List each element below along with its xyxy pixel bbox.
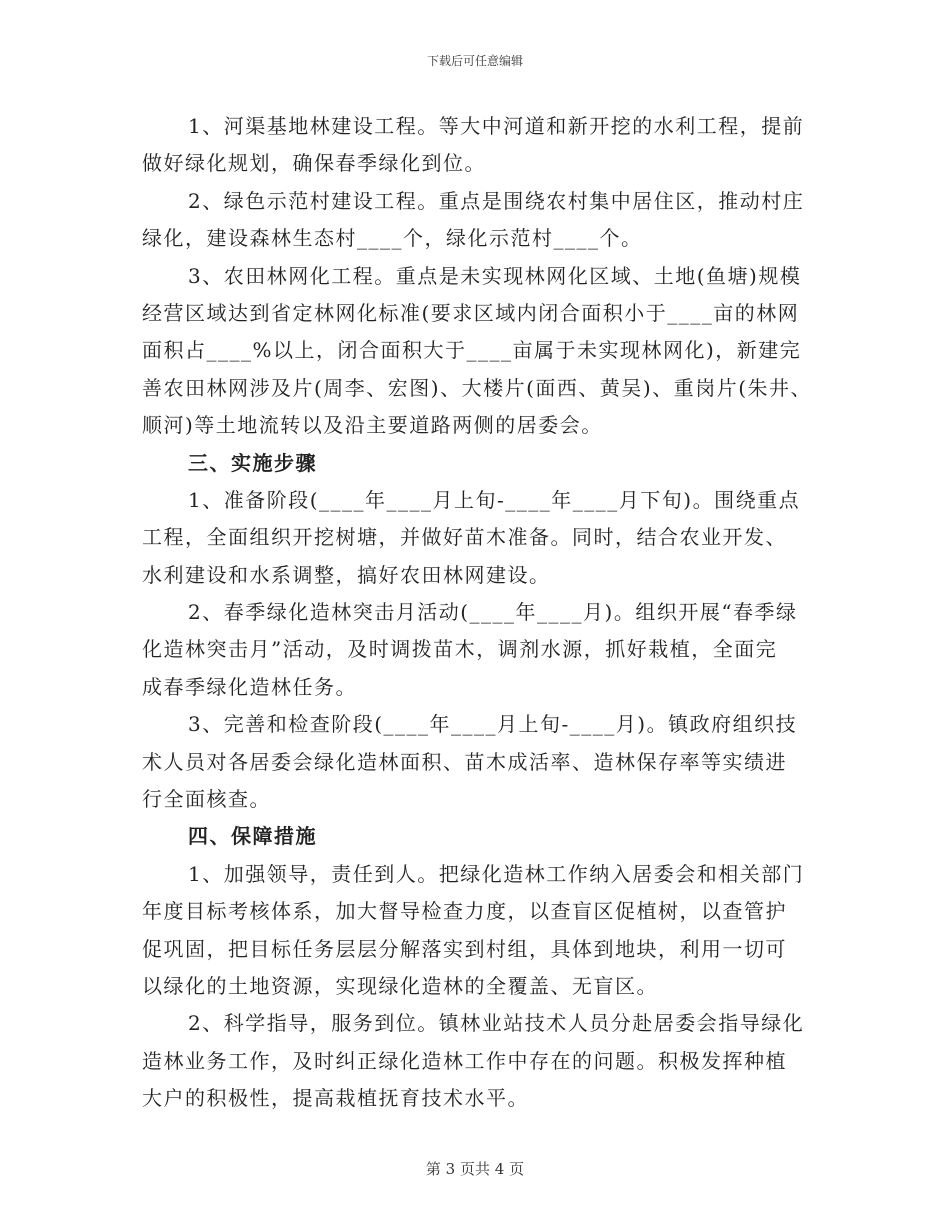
paragraph-line: 3、完善和检查阶段(____年____月上旬-____月)。镇政府组织技 [188,712,798,737]
section-heading: 三、实施步骤 [188,450,317,475]
paragraph-line: 造林业务工作，及时纠正绿化造林工作中存在的问题。积极发挥种植 [142,1048,787,1073]
paragraph-line: 3、农田林网化工程。重点是未实现林网化区域、土地(鱼塘)规模 [188,263,802,288]
paragraph-line: 1、加强领导，责任到人。把绿化造林工作纳入居委会和相关部门 [188,861,805,886]
paragraph-line: 顺河)等土地流转以及沿主要道路两侧的居委会。 [142,413,603,438]
paragraph-line: 促巩固，把目标任务层层分解落实到村组，具体到地块，利用一切可 [142,936,787,961]
section-heading: 四、保障措施 [188,824,317,849]
paragraph-line: 1、准备阶段(____年____月上旬-____年____月下旬)。围绕重点 [188,487,801,512]
paragraph-line: 绿化，建设森林生态村____个，绿化示范村____个。 [142,226,643,251]
page-footer: 第 3 页共 4 页 [425,1160,525,1178]
paragraph-line: 以绿化的土地资源，实现绿化造林的全覆盖、无盲区。 [142,973,658,998]
page-header: 下载后可任意编辑 [426,54,523,68]
paragraph-line: 工程，全面组织开挖树塘，并做好苗木准备。同时，结合农业开发、 [142,525,787,550]
paragraph-line: 水利建设和水系调整，搞好农田林网建设。 [142,562,551,587]
paragraph-line: 成春季绿化造林任务。 [142,674,357,699]
paragraph-line: 经营区域达到省定林网化标准(要求区域内闭合面积小于____亩的林网 [142,300,800,325]
paragraph-line: 面积占____%以上，闭合面积大于____亩属于未实现林网化)，新建完 [142,338,802,363]
paragraph-line: 年度目标考核体系，加大督导检查力度，以查盲区促植树，以查管护 [142,899,787,924]
paragraph-line: 术人员对各居委会绿化造林面积、苗木成活率、造林保存率等实绩进 [142,749,787,774]
paragraph-line: 化造林突击月”活动，及时调拨苗木，调剂水源，抓好栽植，全面完 [142,637,778,662]
paragraph-line: 2、科学指导，服务到位。镇林业站技术人员分赴居委会指导绿化 [188,1011,805,1036]
paragraph-line: 行全面核查。 [142,787,271,812]
paragraph-line: 2、春季绿化造林突击月活动(____年____月)。组织开展“春季绿 [188,600,798,625]
paragraph-line: 善农田林网涉及片(周李、宏图)、大楼片(面西、黄吴)、重岗片(朱井、 [142,375,813,400]
paragraph-line: 2、绿色示范村建设工程。重点是围绕农村集中居住区，推动村庄 [188,188,805,213]
document-body [142,108,817,1118]
paragraph-line: 1、河渠基地林建设工程。等大中河道和新开挖的水利工程，提前 [188,114,805,138]
paragraph-line: 大户的积极性，提高栽植抚育技术水平。 [142,1086,529,1111]
paragraph-line: 做好绿化规划，确保春季绿化到位。 [142,151,486,176]
